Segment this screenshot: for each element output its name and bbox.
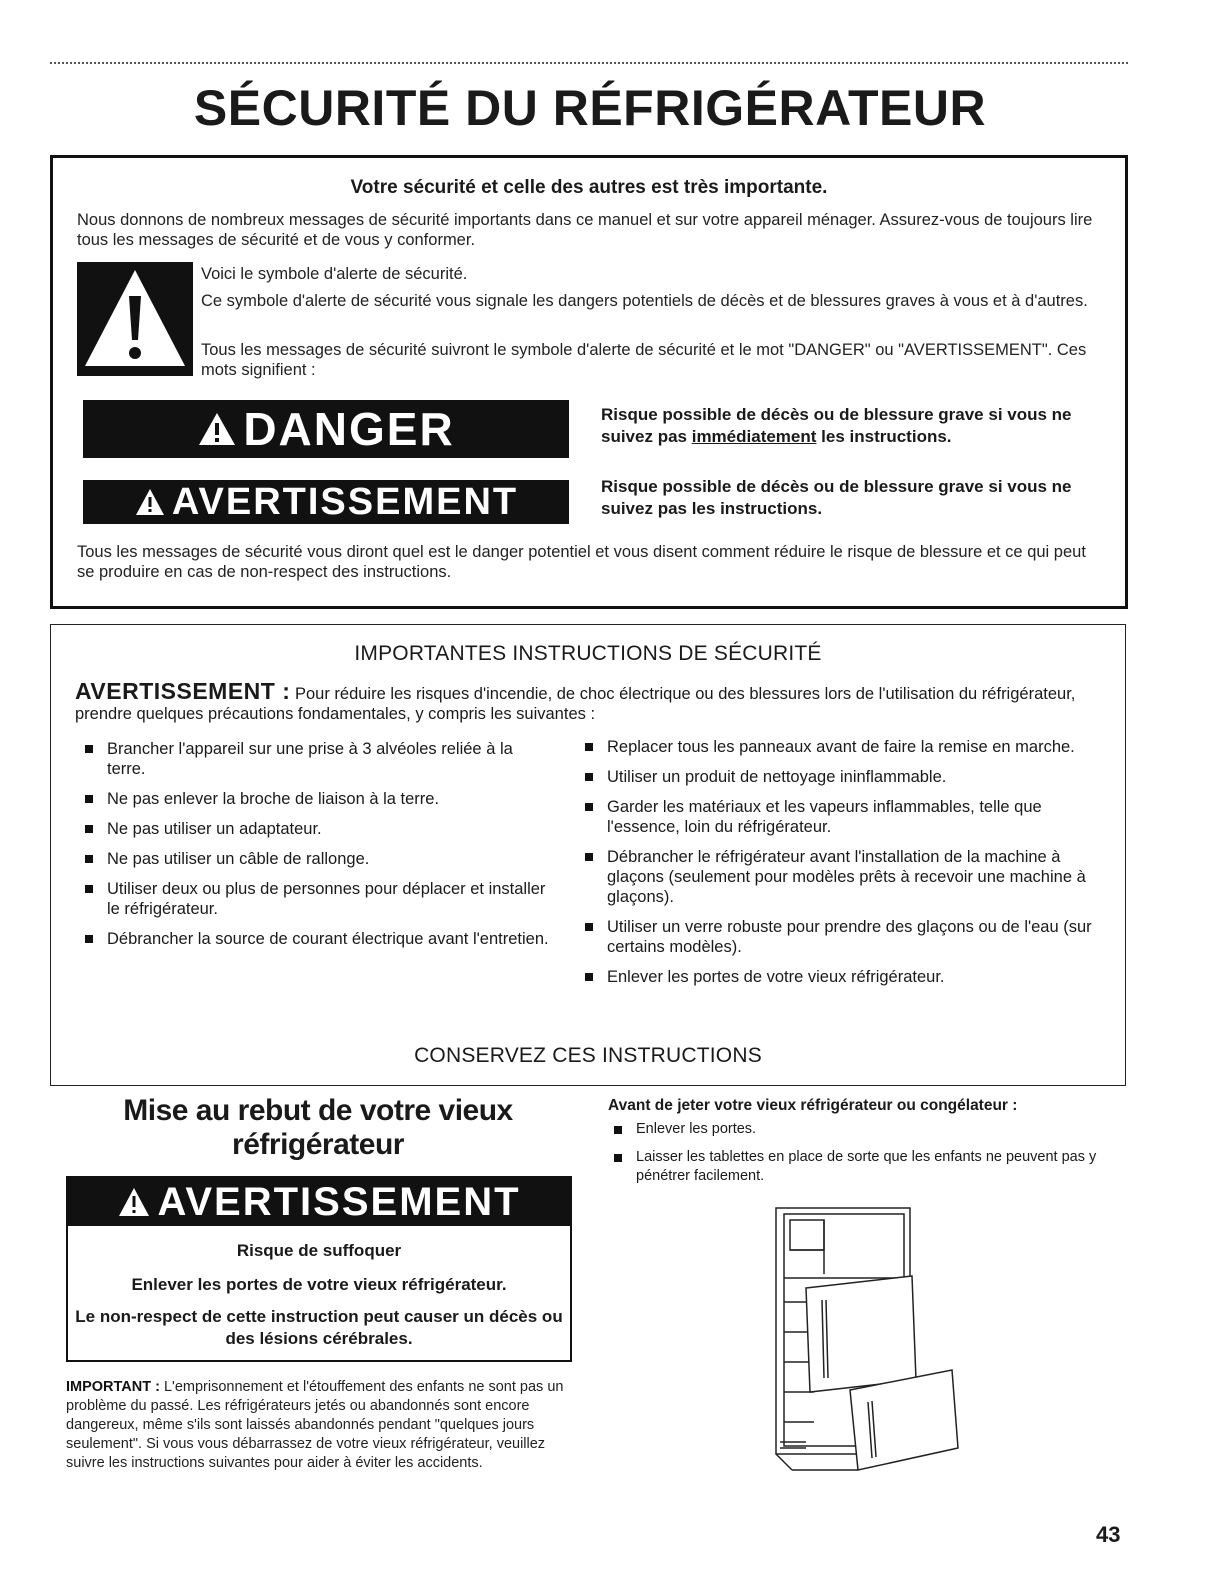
list-item — [79, 739, 549, 779]
bullet-icon — [85, 825, 93, 833]
list-item — [608, 1120, 1108, 1139]
danger-description — [601, 404, 1121, 448]
disposal-title — [66, 1094, 570, 1162]
list-item — [579, 737, 1099, 757]
save-instructions-footer: CONSERVEZ CES INSTRUCTIONS — [414, 1044, 762, 1067]
bullet-icon — [85, 885, 93, 893]
bullet-icon — [585, 803, 593, 811]
instructions-left-list — [79, 739, 549, 959]
suffocation-warning-box — [66, 1176, 572, 1362]
top-dotted-rule — [50, 62, 1128, 64]
danger-desc-emphasis: immédiatement — [691, 427, 817, 446]
symbol-explanation-2: Ce symbole d'alerte de sécurité vous signale les dangers potentiels de décès et de blessures graves à vous et à d'autres. — [201, 292, 1088, 310]
disposal-warning-bar — [68, 1178, 570, 1226]
instructions-heading: IMPORTANTES INSTRUCTIONS DE SÉCURITÉ — [354, 642, 822, 665]
bullet-icon — [85, 855, 93, 863]
list-item-text: Utiliser un verre robuste pour prendre des glaçons ou de l'eau (sur certains modèles). — [607, 918, 1092, 956]
before-disposal-list — [608, 1120, 1108, 1195]
list-item — [579, 767, 1099, 787]
list-item — [579, 847, 1099, 907]
warning-signal-bar — [83, 480, 569, 524]
warning-description: Risque possible de décès ou de blessure grave si vous ne suivez pas les instructions. — [601, 477, 1072, 518]
warning-intro-text: Pour réduire les risques d'incendie, de choc électrique ou des blessures lors de l'utilisation du réfrigérateur, prendre quelques précautions fondamentales, y compris les suivantes : — [75, 685, 1076, 723]
danger-desc-part2: les instructions. — [816, 427, 952, 446]
symbol-explanation-3: Tous les messages de sécurité suivront le symbole d'alerte de sécurité et le mot "DANGER" ou "AVERTISSEMENT". Ces mots signifient : — [201, 341, 1087, 379]
important-instructions-box — [50, 624, 1126, 1086]
alert-triangle-icon — [77, 262, 193, 376]
list-item-text: Utiliser un produit de nettoyage ininflammable. — [607, 768, 947, 786]
list-item — [79, 789, 549, 809]
warning-keyword: AVERTISSEMENT : — [75, 678, 291, 704]
danger-signal-bar — [83, 400, 569, 458]
danger-desc-part1: Risque possible de décès ou de blessure grave si vous ne suivez pas — [601, 405, 1072, 446]
list-item-text: Enlever les portes de votre vieux réfrigérateur. — [607, 968, 945, 986]
list-item — [79, 849, 549, 869]
disposal-alert-icon — [117, 1186, 151, 1218]
disposal-title-line1: Mise au rebut de votre vieux — [123, 1094, 513, 1127]
danger-label: DANGER — [243, 403, 455, 455]
noncompliance-consequence: Le non-respect de cette instruction peut causer un décès ou des lésions cérébrales. — [75, 1307, 563, 1348]
list-item — [79, 879, 549, 919]
list-item — [579, 797, 1099, 837]
list-item — [79, 929, 549, 949]
list-item-text: Laisser les tablettes en place de sorte que les enfants ne peuvent pas y pénétrer facilement. — [636, 1149, 1097, 1184]
list-item-text: Replacer tous les panneaux avant de faire la remise en marche. — [607, 738, 1075, 756]
list-item — [608, 1148, 1108, 1186]
list-item-text: Brancher l'appareil sur une prise à 3 alvéoles reliée à la terre. — [107, 740, 513, 778]
before-disposal-heading: Avant de jeter votre vieux réfrigérateur ou congélateur : — [608, 1097, 1018, 1114]
important-note — [66, 1378, 572, 1473]
bullet-icon — [585, 853, 593, 861]
safety-alert-symbol — [77, 262, 193, 376]
refrigerator-illustration — [766, 1202, 966, 1474]
bullet-icon — [585, 743, 593, 751]
warning-alert-icon — [134, 487, 166, 517]
list-item-text: Ne pas enlever la broche de liaison à la terre. — [107, 790, 440, 808]
list-item-text: Ne pas utiliser un câble de rallonge. — [107, 850, 370, 868]
list-item-text: Débrancher le réfrigérateur avant l'installation de la machine à glaçons (seulement pour modèles prêts à recevoir une machine à glaçons). — [607, 848, 1086, 906]
bullet-icon — [585, 923, 593, 931]
bullet-icon — [614, 1126, 622, 1134]
bullet-icon — [85, 745, 93, 753]
disposal-title-line2: réfrigérateur — [232, 1128, 404, 1161]
page-title: SÉCURITÉ DU RÉFRIGÉRATEUR — [193, 80, 987, 136]
bullet-icon — [585, 773, 593, 781]
instructions-warning-intro — [75, 678, 1105, 724]
bullet-icon — [614, 1154, 622, 1162]
suffocation-risk: Risque de suffoquer — [236, 1241, 402, 1260]
important-text: L'emprisonnement et l'étouffement des enfants ne sont pas un problème du passé. Les réfrigérateurs jetés ou abandonnés sont encore dangereux, même s'ils sont laissés abandonnés pendant "quelques jours seulement". Si vous vous débarrassez de votre vieux réfrigérateur, veuillez suivre les instructions suivantes pour aider à éviter les accidents. — [66, 1379, 564, 1471]
bullet-icon — [585, 973, 593, 981]
refrigerator-doors-removed-icon — [766, 1202, 966, 1474]
list-item-text: Garder les matériaux et les vapeurs inflammables, telle que l'essence, loin du réfrigérateur. — [607, 798, 1042, 836]
list-item-text: Utiliser deux ou plus de personnes pour déplacer et installer le réfrigérateur. — [107, 880, 546, 918]
list-item-text: Ne pas utiliser un adaptateur. — [107, 820, 322, 838]
bullet-icon — [85, 935, 93, 943]
safety-box-heading: Votre sécurité et celle des autres est très importante. — [350, 177, 828, 198]
list-item-text: Enlever les portes. — [636, 1121, 757, 1137]
disposal-warning-label: AVERTISSEMENT — [157, 1179, 521, 1224]
safety-message-box — [50, 155, 1128, 609]
list-item — [579, 967, 1099, 987]
list-item-text: Débrancher la source de courant électrique avant l'entretien. — [107, 930, 549, 948]
safety-intro-text: Nous donnons de nombreux messages de sécurité importants dans ce manuel et sur votre appareil ménager. Assurez-vous de toujours lire tous les messages de sécurité et de vous y conformer. — [77, 211, 1093, 249]
bullet-icon — [85, 795, 93, 803]
remove-doors-action: Enlever les portes de votre vieux réfrigérateur. — [131, 1275, 507, 1294]
safety-box-footer: Tous les messages de sécurité vous diront quel est le danger potentiel et vous disent comment réduire le risque de blessure et ce qui peut se produire en cas de non-respect des instructions. — [77, 543, 1086, 581]
list-item — [79, 819, 549, 839]
page-number: 43 — [1096, 1522, 1121, 1547]
danger-alert-icon — [197, 411, 237, 447]
warning-label: AVERTISSEMENT — [171, 480, 519, 523]
instructions-right-list — [579, 737, 1099, 997]
list-item — [579, 917, 1099, 957]
important-label: IMPORTANT : — [66, 1379, 160, 1395]
symbol-explanation-1: Voici le symbole d'alerte de sécurité. — [201, 265, 468, 283]
